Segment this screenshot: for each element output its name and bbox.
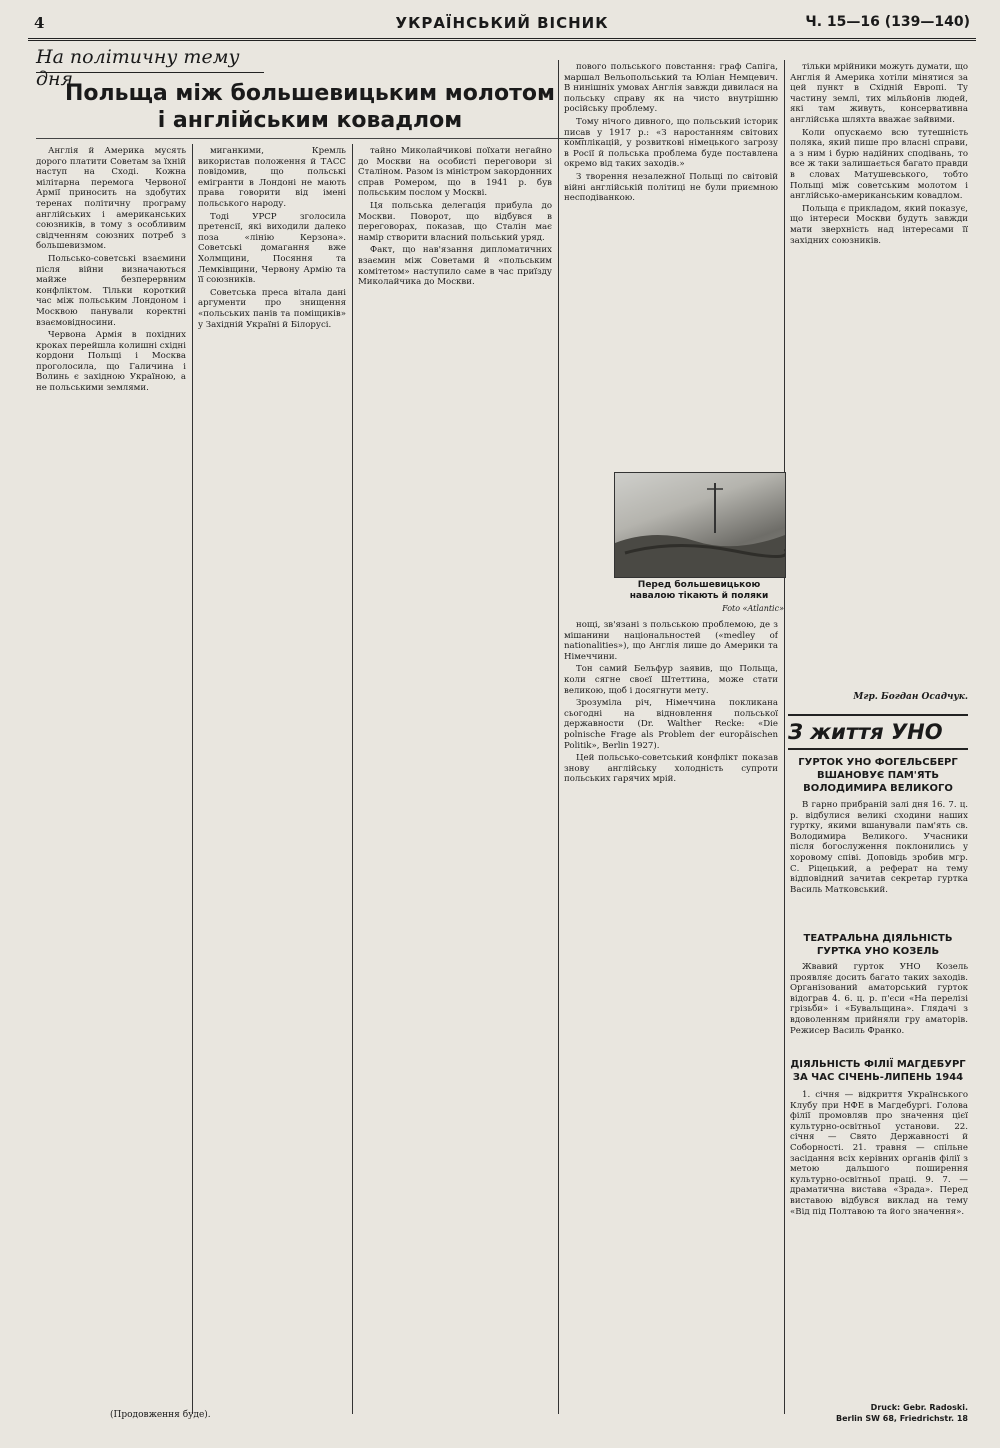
paragraph: тільки мрійники можуть думати, що Англія й Америка хотіли мінятися за цей пункт в Східній Европі. Ту частину землі, тих мільйонів людей, які там живуть, консервативна англійська шляхта вважає зайвими. xyxy=(790,62,968,125)
headline-line-1: Польща між большевицьким молотом xyxy=(65,81,555,106)
masthead xyxy=(28,12,976,41)
uno-item-1-title: ГУРТОК УНО ФОГЕЛЬСБЕРГ ВШАНОВУЄ ПАМ'ЯТЬ ВОЛОДИМИРА ВЕЛИКОГО xyxy=(798,757,958,794)
article-headline xyxy=(36,80,584,134)
headline-line-2: і англійським ковадлом xyxy=(157,108,463,133)
paragraph: нощі, зв'язані з польською проблемою, де з мішанини національностей («medley of nationalities»), що Англія лише до Америки та Німеччини. xyxy=(564,620,778,662)
page-number: 4 xyxy=(34,14,45,32)
paragraph: Зрозуміла річ, Німеччина покликана сьогодні на відновлення польської державности (Dr. Walther Recke: «Die polnische Frage als Problem der europäischen Politik», Berlin 1927). xyxy=(564,698,778,751)
printer-line-2: Berlin SW 68, Friedrichstr. 18 xyxy=(835,1414,968,1423)
photo-caption: Перед большевицькою навалою тікають й поляки xyxy=(629,580,769,601)
uno-section-title: З життя УНО xyxy=(788,714,968,750)
paragraph: Коли опускаємо всю тутешність поляка, який пише про власні справи, а з ним і бурю надійних сподівань, то все ж таки залишається багато правди в словах Матушевського, тобто Польщі між советським молотом і англійсько-американським ковадлом. xyxy=(790,127,968,202)
uno-item-3-text xyxy=(790,1090,968,1396)
uno-item-2-title: ТЕАТРАЛЬНА ДІЯЛЬНІСТЬ ГУРТКА УНО КОЗЕЛЬ xyxy=(803,933,953,957)
issue-number: Ч. 15—16 (139—140) xyxy=(805,14,970,30)
column-rule xyxy=(558,60,559,1414)
paragraph: Польсько-советські взаємини після війни визначаються майже безперервним конфліктом. Тільки короткий час між польським Лондоном і Москвою панували коректні взаємовідносини. xyxy=(36,253,186,328)
uno-item-2-text xyxy=(790,962,968,1052)
paragraph: Тон самий Бельфур заявив, що Польща, коли сягне своєї Штеттина, може стати великою, щоб і досягнути мету. xyxy=(564,664,778,696)
printer-line-1: Druck: Gebr. Radoski. xyxy=(870,1403,968,1412)
newspaper-title: УКРАЇНСЬКИЙ ВІСНИК xyxy=(395,14,609,32)
paragraph: Червона Армія в похідних кроках перейшла колишні східні кордони Польщі і Москва проголосила, що Галичина і Волинь є західною Україною, а не польськими землями. xyxy=(36,330,186,394)
paragraph: Жвавий гурток УНО Козель проявляє досить багато таких заходів. Організований аматорський гурток відограв 4. 6. ц. р. п'єси «На перелізі грізьби» і «Бувальщина». Глядачі з вдоволенням прийняли гру аматорів. Режисер Василь Франко. xyxy=(790,962,968,1036)
printer-imprint xyxy=(806,1402,968,1424)
article-column-4-top xyxy=(564,62,778,466)
author-signature: Мгр. Богдан Осадчук. xyxy=(853,692,968,702)
paragraph: Ця польська делегація прибула до Москви. Поворот, що відбувся в переговорах, показав, що Сталін має намір створити власний польський уряд. xyxy=(358,200,552,243)
headline-rule xyxy=(36,138,584,139)
paragraph: Факт, що нав'язання дипломатичних взаємин між Советами й «польським комітетом» наступило саме в час приїзду Миколайчика до Москви. xyxy=(358,245,552,288)
paragraph: 1. січня — відкриття Українського Клубу при НФЕ в Магдебургі. Голова філії промовляв про значення цієї культурно-освітньої установи. 22. січня — Свято Державності й Соборності. 21. травня — спільне засідання всіх керівних органів філії з метою дальшого поширення культурно-освітньої праці. 9. 7. — драматична вистава «Зрада». Перед виставою відбувся виклад на тему «Від під Полтавою та його значення». xyxy=(790,1090,968,1217)
paragraph: В гарно прибраній залі дня 16. 7. ц. р. відбулися великі сходини наших гуртку, якими вшанували пам'ять св. Володимира Великого. Учасники після богослуження поклонились у хоровому співі. Доповідь зробив мгр. С. Ріцецький, а реферат на тему відповідний зачитав секретар гуртка Василь Матковський. xyxy=(790,800,968,895)
photo-credit: Foto «Atlantic» xyxy=(722,604,784,613)
article-column-3 xyxy=(358,146,552,1414)
article-column-4-bottom xyxy=(564,620,778,1414)
column-rule xyxy=(352,144,353,1414)
paragraph: Тоді УРСР зголосила претенсії, які виходили далеко поза «лінію Керзона». Советські домагання вже Холмщини, Посяння та Лемківщини, Червону Армію та її союзників. xyxy=(198,211,346,286)
paragraph: пового польського повстання: граф Сапіга, маршал Вельопольський та Юліан Немцевич. В нинішніх умовах Англія завжди дивилася на польську справу як на чисто внутрішню російську проблему. xyxy=(564,62,778,115)
article-kicker: На політичну тему дня xyxy=(36,46,264,73)
paragraph: Тому нічого дивного, що польський історик писав у 1917 р.: «З наростанням світових комплікацій, у розвиткові німецького загрозу в Росії й польська проблема буде поставлена окремо від таких заходів.» xyxy=(564,116,778,170)
column-rule xyxy=(784,60,785,1414)
column-rule xyxy=(192,144,193,1414)
paragraph: З творення незалежної Польщі по світовій війні англійській політиці не були приємною несподіванкою. xyxy=(564,171,778,204)
refugees-illustration xyxy=(615,473,785,577)
article-photo xyxy=(614,472,786,578)
paragraph: тайно Миколайчикові поїхати негайно до Москви на особисті переговори зі Сталіном. Разом із міністром закордонних справ Ромером, що в 1941 р. був польським послом у Москві. xyxy=(358,146,552,199)
article-column-1 xyxy=(36,146,186,1400)
paragraph: Советська преса вітала дані аргументи про знищення «польських панів та поміщиків» у Західній Україні й Білорусі. xyxy=(198,287,346,330)
paragraph: Польща є прикладом, який показує, що інтереси Москви будуть завжди мати зверхність над інтересами її західних союзників. xyxy=(790,203,968,246)
uno-item-3-title: ДІЯЛЬНІСТЬ ФІЛІЇ МАГДЕБУРГ ЗА ЧАС СІЧЕНЬ-ЛИПЕНЬ 1944 xyxy=(790,1059,966,1083)
paragraph: Цей польсько-советський конфлікт показав знову англійську холодність супроти польських гарячих мрій. xyxy=(564,753,778,785)
article-column-5 xyxy=(790,62,968,686)
article-column-2 xyxy=(198,146,346,1414)
paragraph: Англія й Америка мусять дорого платити Советам за їхній наступ на Сході. Кожна мілітарна перемога Червоної Армії приносить на здобутих теренах політичну програму англійських і американських союзників, в тому з особливим свідченням союзних потреб з большевизмом. xyxy=(36,146,186,252)
paragraph: миганкими, Кремль використав положення й ТАСС повідомив, що польські емігранти в Лондоні не мають права говорити від імені польського народу. xyxy=(198,146,346,209)
continued-note: (Продовження буде). xyxy=(110,1410,211,1420)
uno-item-1-text xyxy=(790,800,968,920)
